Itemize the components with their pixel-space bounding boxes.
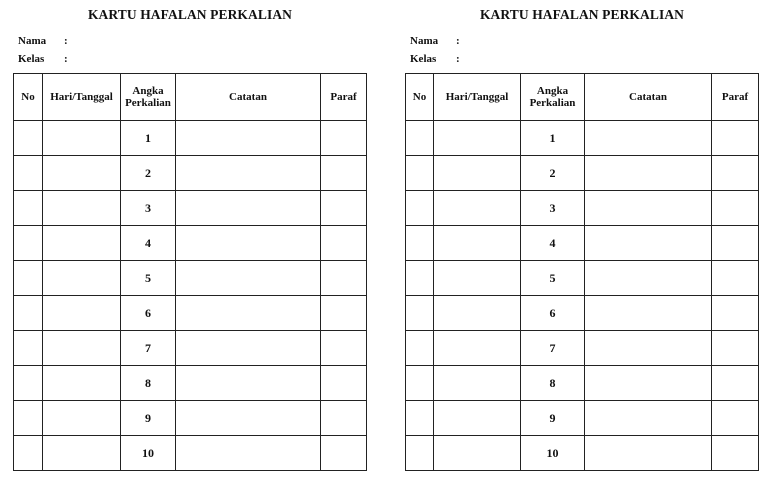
cell-hari-tanggal[interactable] [434, 366, 521, 401]
cell-catatan[interactable] [585, 436, 712, 471]
table-row [406, 191, 759, 226]
header-paraf: Paraf [321, 74, 367, 121]
header-angka-line2: Perkalian [529, 97, 576, 109]
table-row [406, 401, 759, 436]
cell-no[interactable] [406, 191, 434, 226]
cell-hari-tanggal[interactable] [434, 156, 521, 191]
cell-catatan[interactable] [585, 401, 712, 436]
cell-catatan[interactable] [585, 296, 712, 331]
table-row [14, 191, 367, 226]
cell-angka: 3 [521, 191, 585, 226]
record-table [405, 73, 759, 471]
nama-label: Nama [410, 35, 439, 47]
cell-paraf[interactable] [321, 121, 367, 156]
cell-hari-tanggal[interactable] [434, 331, 521, 366]
header-no: No [14, 74, 43, 121]
cell-hari-tanggal[interactable] [43, 401, 121, 436]
cell-catatan[interactable] [176, 261, 321, 296]
table-header-row [14, 74, 367, 121]
cell-angka: 5 [521, 261, 585, 296]
cell-catatan[interactable] [176, 436, 321, 471]
cell-angka: 5 [121, 261, 176, 296]
cell-catatan[interactable] [585, 226, 712, 261]
table-row [14, 156, 367, 191]
nama-field [18, 35, 68, 47]
cell-no[interactable] [406, 296, 434, 331]
nama-colon: : [456, 35, 460, 47]
cell-no[interactable] [14, 366, 43, 401]
cell-paraf[interactable] [321, 436, 367, 471]
cell-no[interactable] [406, 436, 434, 471]
cell-paraf[interactable] [712, 191, 759, 226]
cell-no[interactable] [406, 226, 434, 261]
cell-hari-tanggal[interactable] [43, 331, 121, 366]
table-row [406, 366, 759, 401]
cell-no[interactable] [406, 261, 434, 296]
cell-hari-tanggal[interactable] [434, 121, 521, 156]
table-row [14, 401, 367, 436]
cell-no[interactable] [14, 296, 43, 331]
table-row [406, 436, 759, 471]
cell-hari-tanggal[interactable] [43, 366, 121, 401]
cell-catatan[interactable] [176, 226, 321, 261]
header-paraf: Paraf [712, 74, 759, 121]
cell-paraf[interactable] [712, 436, 759, 471]
kelas-field [410, 53, 460, 65]
header-hari-tanggal: Hari/Tanggal [43, 74, 121, 121]
header-catatan: Catatan [585, 74, 712, 121]
cell-hari-tanggal[interactable] [43, 191, 121, 226]
card-title: KARTU HAFALAN PERKALIAN [479, 7, 685, 22]
table-row [406, 121, 759, 156]
cell-catatan[interactable] [585, 191, 712, 226]
cell-paraf[interactable] [321, 261, 367, 296]
cell-no[interactable] [14, 261, 43, 296]
table-row [406, 261, 759, 296]
table-body [406, 121, 759, 471]
kelas-colon: : [456, 53, 460, 65]
cell-no[interactable] [406, 401, 434, 436]
cell-angka: 2 [521, 156, 585, 191]
cell-hari-tanggal[interactable] [43, 121, 121, 156]
table-row [14, 121, 367, 156]
cell-no[interactable] [14, 436, 43, 471]
cell-hari-tanggal[interactable] [434, 436, 521, 471]
cell-no[interactable] [14, 191, 43, 226]
cell-paraf[interactable] [712, 121, 759, 156]
nama-label: Nama [18, 35, 47, 47]
header-no: No [406, 74, 434, 121]
nama-colon: : [64, 35, 68, 47]
table-body [14, 121, 367, 471]
cell-no[interactable] [406, 156, 434, 191]
cell-catatan[interactable] [176, 331, 321, 366]
table-row [14, 331, 367, 366]
cell-angka: 10 [121, 436, 176, 471]
cell-angka: 6 [521, 296, 585, 331]
cell-no[interactable] [406, 331, 434, 366]
cell-paraf[interactable] [321, 226, 367, 261]
cell-catatan[interactable] [176, 296, 321, 331]
cell-paraf[interactable] [712, 261, 759, 296]
header-angka-line1: Angka [536, 85, 569, 97]
cell-angka: 1 [121, 121, 176, 156]
cell-angka: 8 [121, 366, 176, 401]
header-catatan: Catatan [176, 74, 321, 121]
cell-angka: 6 [121, 296, 176, 331]
cell-paraf[interactable] [321, 156, 367, 191]
header-hari-tanggal: Hari/Tanggal [434, 74, 521, 121]
cell-paraf[interactable] [321, 401, 367, 436]
cell-paraf[interactable] [321, 191, 367, 226]
cell-angka: 3 [121, 191, 176, 226]
cell-paraf[interactable] [712, 401, 759, 436]
table-row [14, 366, 367, 401]
header-angka-line1: Angka [132, 85, 164, 97]
cell-hari-tanggal[interactable] [43, 156, 121, 191]
table-row [14, 296, 367, 331]
header-angka-line2: Perkalian [125, 97, 171, 109]
cell-no[interactable] [406, 121, 434, 156]
cell-catatan[interactable] [176, 156, 321, 191]
cell-angka: 7 [121, 331, 176, 366]
cell-angka: 1 [521, 121, 585, 156]
cell-paraf[interactable] [321, 296, 367, 331]
cell-hari-tanggal[interactable] [43, 296, 121, 331]
nama-field [410, 35, 460, 47]
cell-hari-tanggal[interactable] [434, 226, 521, 261]
cell-hari-tanggal[interactable] [434, 296, 521, 331]
cell-no[interactable] [14, 401, 43, 436]
cell-catatan[interactable] [176, 191, 321, 226]
cell-no[interactable] [14, 121, 43, 156]
table-row [14, 226, 367, 261]
cell-paraf[interactable] [712, 226, 759, 261]
cell-catatan[interactable] [585, 331, 712, 366]
cell-angka: 7 [521, 331, 585, 366]
card-title: KARTU HAFALAN PERKALIAN [87, 7, 293, 22]
cell-catatan[interactable] [176, 401, 321, 436]
table-row [14, 261, 367, 296]
cell-hari-tanggal[interactable] [434, 401, 521, 436]
cell-angka: 9 [521, 401, 585, 436]
cell-no[interactable] [14, 156, 43, 191]
cell-paraf[interactable] [712, 156, 759, 191]
cell-catatan[interactable] [585, 156, 712, 191]
kelas-label: Kelas [18, 53, 45, 65]
cell-catatan[interactable] [585, 366, 712, 401]
cell-no[interactable] [14, 226, 43, 261]
cell-catatan[interactable] [176, 366, 321, 401]
table-row [406, 156, 759, 191]
table-row [406, 226, 759, 261]
cell-hari-tanggal[interactable] [43, 261, 121, 296]
cell-no[interactable] [406, 366, 434, 401]
table-row [406, 331, 759, 366]
cell-hari-tanggal[interactable] [434, 261, 521, 296]
cell-angka: 4 [521, 226, 585, 261]
kelas-field [18, 53, 68, 65]
cell-angka: 9 [121, 401, 176, 436]
cell-angka: 4 [121, 226, 176, 261]
header-angka-perkalian [121, 74, 176, 121]
cell-paraf[interactable] [321, 366, 367, 401]
cell-hari-tanggal[interactable] [43, 226, 121, 261]
cell-paraf[interactable] [712, 331, 759, 366]
cell-hari-tanggal[interactable] [434, 191, 521, 226]
kelas-label: Kelas [410, 53, 437, 65]
kelas-colon: : [64, 53, 68, 65]
cell-paraf[interactable] [712, 296, 759, 331]
cell-paraf[interactable] [321, 331, 367, 366]
table-header-row [406, 74, 759, 121]
cell-angka: 8 [521, 366, 585, 401]
header-angka-perkalian [521, 74, 585, 121]
cell-angka: 10 [521, 436, 585, 471]
cell-hari-tanggal[interactable] [43, 436, 121, 471]
cell-catatan[interactable] [585, 121, 712, 156]
table-row [14, 436, 367, 471]
cell-catatan[interactable] [176, 121, 321, 156]
cell-paraf[interactable] [712, 366, 759, 401]
table-row [406, 296, 759, 331]
cell-catatan[interactable] [585, 261, 712, 296]
record-table [13, 73, 367, 471]
cell-angka: 2 [121, 156, 176, 191]
cell-no[interactable] [14, 331, 43, 366]
